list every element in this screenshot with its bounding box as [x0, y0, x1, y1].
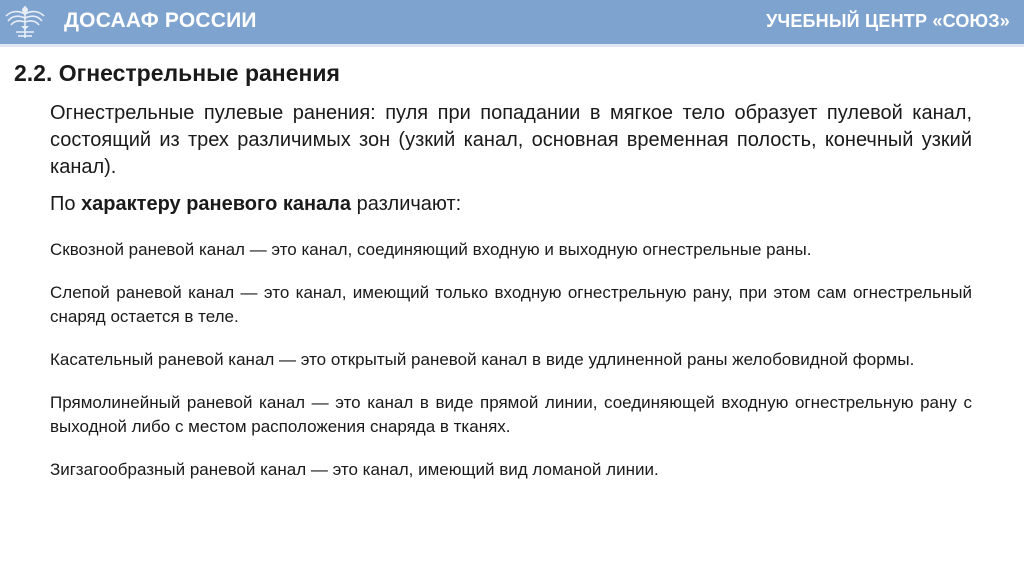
- classification-keyword: характеру раневого канала: [81, 193, 352, 215]
- header-bar: [0, 0, 1024, 44]
- wound-type-blind: Слепой раневой канал — это канал, имеющий только входную огнестрельную рану, при этом сам огнестрельный снаряд остается в теле.: [50, 283, 972, 326]
- classification-suffix: различают:: [351, 193, 462, 215]
- wound-type-straight: Прямолинейный раневой канал — это канал в виде прямой линии, соединяющей входную огнестрельную рану с выходной либо с местом расположения снаряда в тканях.: [50, 393, 972, 436]
- training-center-name: УЧЕБНЫЙ ЦЕНТР «СОЮЗ»: [766, 11, 1010, 31]
- org-name: ДОСААФ РОССИИ: [64, 9, 257, 32]
- wound-type-through: Сквозной раневой канал — это канал, соединяющий входную и выходную огнестрельные раны.: [50, 240, 812, 259]
- dosaaf-emblem-icon: [4, 2, 46, 42]
- header-divider: [0, 44, 1024, 47]
- slide-title: 2.2. Огнестрельные ранения: [14, 60, 340, 86]
- wound-type-tangential: Касательный раневой канал — это открытый раневой канал в виде удлиненной раны желобовидной формы.: [50, 350, 915, 369]
- slide-body: [50, 100, 972, 482]
- classification-intro: [50, 191, 972, 218]
- intro-paragraph: Огнестрельные пулевые ранения: пуля при попадании в мягкое тело образует пулевой канал, состоящий из трех различимых зон (узкий канал, основная временная полость, конечный узкий канал).: [50, 102, 972, 178]
- wound-type-zigzag: Зигзагообразный раневой канал — это канал, имеющий вид ломаной линии.: [50, 460, 659, 479]
- classification-prefix: По: [50, 193, 82, 215]
